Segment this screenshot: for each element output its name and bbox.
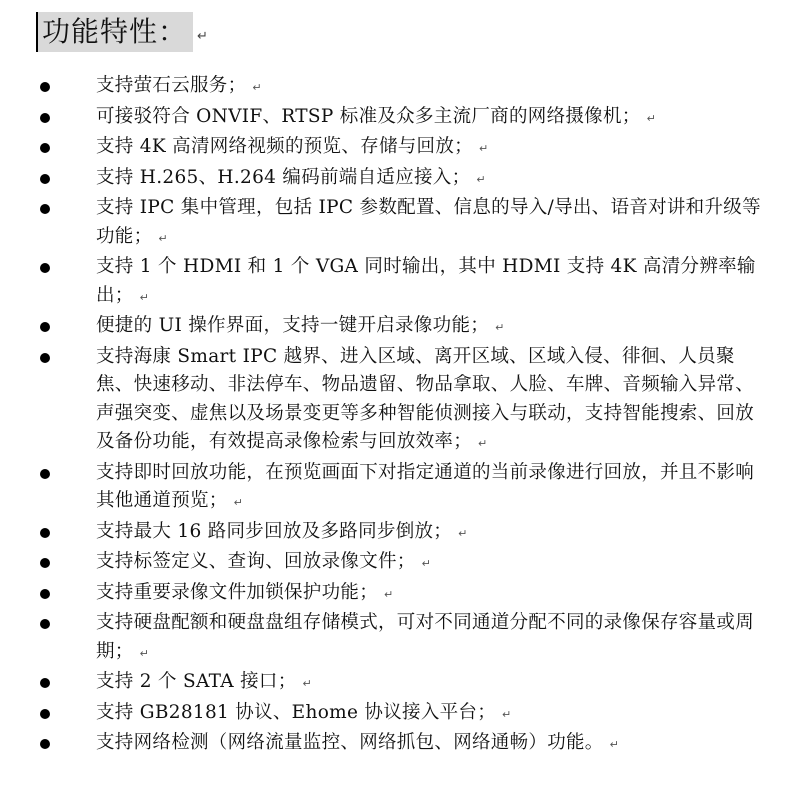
page-title: 功能特性： (36, 12, 193, 52)
list-item (36, 164, 766, 195)
paragraph-mark-icon: ↵ (139, 290, 150, 304)
heading (36, 12, 208, 52)
list-item (36, 518, 766, 549)
paragraph-mark-icon: ↵ (478, 437, 488, 450)
feature-text: 支持海康 Smart IPC 越界、进入区域、离开区域、区域入侵、徘徊、人员聚焦、快速移动、非法停车、物品遗留、物品拿取、人脸、车牌、音频输入异常、声强突变、虚焦以及场景变更等多种智能侦测接入与联动，支持智能搜索、回放及备份功能，有效提高录像检索与回放效率； ↵ (96, 345, 755, 452)
list-item (36, 312, 766, 343)
list-item (36, 459, 766, 518)
bullet-icon (36, 609, 96, 629)
bullet-icon (36, 668, 96, 688)
list-item (36, 579, 766, 610)
feature-text: 支持 GB28181 协议、Ehome 协议接入平台； ↵ (96, 701, 512, 723)
bullet-icon (36, 699, 96, 719)
bullet-icon (36, 103, 96, 123)
paragraph-mark-icon: ↵ (495, 321, 505, 334)
list-item (36, 194, 766, 253)
bullet-icon (36, 194, 96, 214)
list-item (36, 253, 766, 312)
paragraph-mark-icon: ↵ (458, 526, 468, 540)
list-item (36, 699, 766, 730)
paragraph-mark-icon: ↵ (478, 142, 489, 155)
paragraph-mark-icon: ↵ (646, 111, 657, 125)
paragraph-mark-icon: ↵ (384, 587, 394, 601)
feature-text: 支持 2 个 SATA 接口； ↵ (96, 671, 313, 692)
list-item (36, 103, 766, 134)
bullet-icon (36, 253, 96, 273)
feature-text: 支持标签定义、查询、回放录像文件； ↵ (96, 551, 432, 572)
bullet-icon (36, 164, 96, 184)
feature-text: 支持即时回放功能，在预览画面下对指定通道的当前录像进行回放，并且不影响其他通道预览； ↵ (96, 461, 755, 511)
bullet-icon (36, 579, 96, 599)
paragraph-mark-icon: ↵ (197, 28, 208, 44)
bullet-icon (36, 729, 96, 749)
paragraph-mark-icon: ↵ (302, 677, 313, 690)
paragraph-mark-icon: ↵ (502, 707, 512, 721)
paragraph-mark-icon: ↵ (233, 496, 244, 509)
feature-text: 支持网络检测（网络流量监控、网络抓包、网络通畅）功能。 ↵ (96, 732, 620, 753)
bullet-icon (36, 72, 96, 92)
bullet-icon (36, 518, 96, 538)
paragraph-mark-icon: ↵ (139, 646, 150, 660)
list-item (36, 133, 766, 164)
paragraph-mark-icon: ↵ (609, 738, 620, 751)
paragraph-mark-icon: ↵ (158, 231, 168, 245)
feature-text: 支持最大 16 路同步回放及多路同步倒放； ↵ (96, 520, 468, 542)
feature-text: 支持 1 个 HDMI 和 1 个 VGA 同时输出，其中 HDMI 支持 4K 高清分辨率输出； ↵ (96, 256, 756, 306)
bullet-icon (36, 548, 96, 568)
list-item (36, 729, 766, 760)
bullet-icon (36, 459, 96, 479)
feature-text: 支持重要录像文件加锁保护功能； ↵ (96, 581, 394, 603)
paragraph-mark-icon: ↵ (476, 172, 486, 186)
bullet-icon (36, 312, 96, 332)
feature-text: 支持 IPC 集中管理，包括 IPC 参数配置、信息的导入/导出、语音对讲和升级等功能； ↵ (96, 197, 761, 247)
feature-list (36, 72, 766, 760)
list-item (36, 609, 766, 668)
list-item (36, 343, 766, 459)
list-item (36, 72, 766, 103)
feature-text: 可接驳符合 ONVIF、RTSP 标准及众多主流厂商的网络摄像机； ↵ (96, 105, 657, 127)
paragraph-mark-icon: ↵ (421, 557, 432, 570)
feature-text: 支持萤石云服务； ↵ (96, 75, 262, 96)
bullet-icon (36, 343, 96, 363)
feature-text: 便捷的 UI 操作界面，支持一键开启录像功能； ↵ (96, 315, 505, 336)
list-item (36, 668, 766, 699)
feature-text: 支持 H.265、H.264 编码前端自适应接入； ↵ (96, 166, 486, 188)
feature-text: 支持 4K 高清网络视频的预览、存储与回放； ↵ (96, 136, 489, 157)
bullet-icon (36, 133, 96, 153)
feature-text: 支持硬盘配额和硬盘盘组存储模式，可对不同通道分配不同的录像保存容量或周期； ↵ (96, 612, 755, 662)
list-item (36, 548, 766, 579)
paragraph-mark-icon: ↵ (252, 81, 262, 94)
